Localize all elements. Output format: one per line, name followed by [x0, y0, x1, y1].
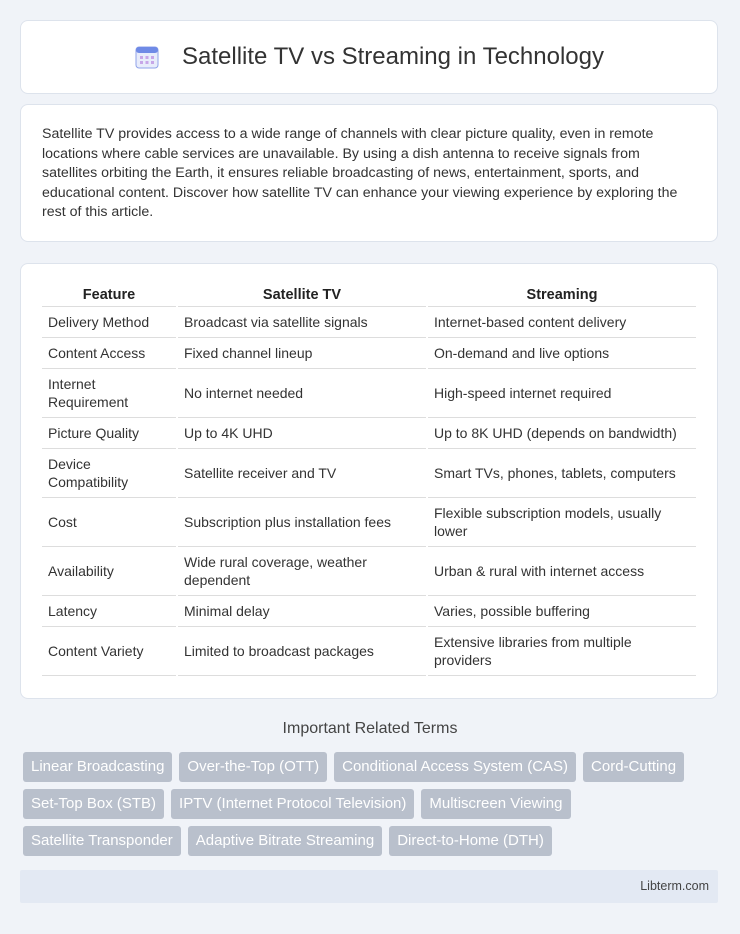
related-term-tag[interactable]: Direct-to-Home (DTH): [389, 826, 552, 856]
satellite-cell: Up to 4K UHD: [178, 418, 426, 449]
feature-cell: Picture Quality: [42, 418, 176, 449]
satellite-cell: Subscription plus installation fees: [178, 498, 426, 547]
comparison-card: [20, 263, 718, 699]
table-row: [42, 307, 696, 338]
streaming-cell: Smart TVs, phones, tablets, computers: [428, 449, 696, 498]
intro-text: Satellite TV provides access to a wide range of channels with clear picture quality, even in remote locations where cable services are unavailable. By using a dish antenna to receive signals from satellites orbiting the Earth, it ensures reliable broadcasting of news, entertainment, sports, and educational content. Discover how satellite TV can enhance your viewing experience by exploring the rest of this article.: [42, 126, 678, 221]
satellite-cell: Fixed channel lineup: [178, 338, 426, 369]
streaming-cell: Up to 8K UHD (depends on bandwidth): [428, 418, 696, 449]
streaming-cell: On-demand and live options: [428, 338, 696, 369]
related-terms-list: [23, 752, 723, 856]
table-row: [42, 498, 696, 547]
feature-cell: Cost: [42, 498, 176, 547]
feature-cell: Delivery Method: [42, 307, 176, 338]
related-term-tag[interactable]: Satellite Transponder: [23, 826, 181, 856]
related-terms-title: Important Related Terms: [282, 720, 458, 737]
table-row: [42, 338, 696, 369]
footer-site-link[interactable]: Libterm.com: [640, 879, 709, 893]
related-term-tag[interactable]: Linear Broadcasting: [23, 752, 172, 782]
feature-cell: Content Access: [42, 338, 176, 369]
footer: [20, 870, 718, 903]
table-row: [42, 596, 696, 627]
comparison-table: [40, 284, 698, 676]
table-row: [42, 547, 696, 596]
satellite-cell: No internet needed: [178, 369, 426, 418]
satellite-cell: Limited to broadcast packages: [178, 627, 426, 676]
related-term-tag[interactable]: Cord-Cutting: [583, 752, 684, 782]
calendar-icon: [134, 44, 160, 70]
feature-cell: Availability: [42, 547, 176, 596]
feature-cell: Content Variety: [42, 627, 176, 676]
column-header: Streaming: [428, 284, 696, 307]
feature-cell: Device Compatibility: [42, 449, 176, 498]
streaming-cell: Varies, possible buffering: [428, 596, 696, 627]
table-row: [42, 449, 696, 498]
table-row: [42, 369, 696, 418]
related-term-tag[interactable]: IPTV (Internet Protocol Television): [171, 789, 414, 819]
related-term-tag[interactable]: Conditional Access System (CAS): [334, 752, 576, 782]
column-header: Feature: [42, 284, 176, 307]
related-term-tag[interactable]: Multiscreen Viewing: [421, 789, 570, 819]
related-term-tag[interactable]: Over-the-Top (OTT): [179, 752, 327, 782]
related-term-tag[interactable]: Adaptive Bitrate Streaming: [188, 826, 382, 856]
streaming-cell: Internet-based content delivery: [428, 307, 696, 338]
intro-card: [20, 104, 718, 242]
satellite-cell: Wide rural coverage, weather dependent: [178, 547, 426, 596]
feature-cell: Latency: [42, 596, 176, 627]
table-row: [42, 418, 696, 449]
streaming-cell: Flexible subscription models, usually lower: [428, 498, 696, 547]
satellite-cell: Broadcast via satellite signals: [178, 307, 426, 338]
column-header: Satellite TV: [178, 284, 426, 307]
streaming-cell: High-speed internet required: [428, 369, 696, 418]
satellite-cell: Satellite receiver and TV: [178, 449, 426, 498]
table-row: [42, 627, 696, 676]
streaming-cell: Extensive libraries from multiple providers: [428, 627, 696, 676]
feature-cell: Internet Requirement: [42, 369, 176, 418]
satellite-cell: Minimal delay: [178, 596, 426, 627]
table-header-row: [42, 284, 696, 307]
header-card: [20, 20, 718, 94]
streaming-cell: Urban & rural with internet access: [428, 547, 696, 596]
related-term-tag[interactable]: Set-Top Box (STB): [23, 789, 164, 819]
page-title: Satellite TV vs Streaming in Technology: [181, 43, 604, 70]
